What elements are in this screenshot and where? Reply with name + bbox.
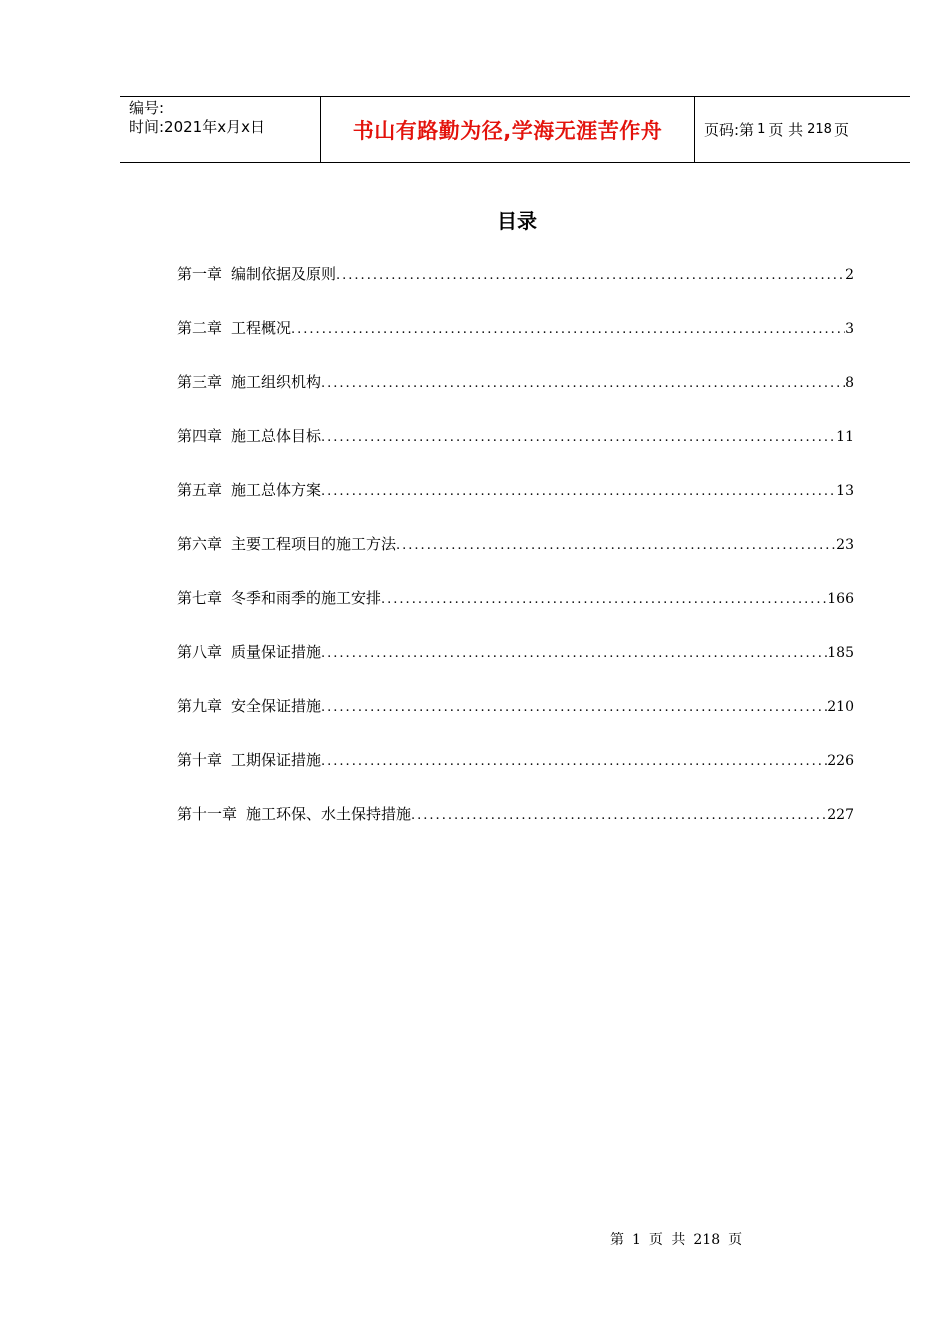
toc-chapter-number: 第八章 [177, 643, 223, 661]
footer-prefix: 第 [610, 1232, 624, 1248]
page-number: 1 [757, 122, 766, 137]
toc-page-number: 23 [836, 537, 854, 553]
toc-dot-leader [321, 376, 845, 391]
header-page-info [695, 97, 910, 162]
toc-entry-label [177, 749, 321, 770]
toc-entry-label [177, 533, 396, 554]
toc-chapter-number: 第五章 [177, 481, 223, 499]
toc-page-number: 210 [827, 699, 854, 715]
toc-page-number: 227 [827, 807, 854, 823]
toc-entry-label [177, 317, 291, 338]
toc-entry-label [177, 803, 411, 824]
toc-chapter-title: 质量保证措施 [231, 643, 322, 661]
toc-chapter-number: 第七章 [177, 589, 223, 607]
table-of-contents [177, 263, 854, 857]
toc-chapter-title: 安全保证措施 [231, 697, 322, 715]
footer-suffix: 页 [728, 1232, 743, 1248]
toc-chapter-title: 编制依据及原则 [231, 265, 337, 283]
toc-page-number: 8 [845, 375, 854, 391]
toc-entry[interactable] [177, 317, 854, 371]
toc-chapter-number: 第十一章 [177, 805, 238, 823]
toc-chapter-number: 第十章 [177, 751, 223, 769]
toc-dot-leader [321, 484, 836, 499]
toc-entry[interactable] [177, 479, 854, 533]
toc-page-number: 166 [827, 591, 854, 607]
toc-entry[interactable] [177, 533, 854, 587]
toc-entry[interactable] [177, 371, 854, 425]
toc-chapter-number: 第六章 [177, 535, 223, 553]
toc-entry-label [177, 587, 381, 608]
footer-page: 1 [632, 1232, 641, 1248]
toc-chapter-title: 施工总体方案 [231, 481, 322, 499]
toc-chapter-title: 施工总体目标 [231, 427, 322, 445]
toc-dot-leader [396, 538, 836, 553]
toc-entry[interactable] [177, 803, 854, 857]
toc-chapter-title: 施工组织机构 [231, 373, 322, 391]
header-meta [120, 97, 321, 162]
toc-entry-label [177, 695, 321, 716]
footer-total: 218 [693, 1232, 721, 1248]
toc-entry-label [177, 479, 321, 500]
toc-page-number: 2 [845, 267, 854, 283]
toc-page-number: 3 [845, 321, 854, 337]
toc-chapter-title: 冬季和雨季的施工安排 [231, 589, 382, 607]
page-footer [610, 1229, 750, 1249]
toc-dot-leader [336, 268, 845, 283]
toc-dot-leader [291, 322, 845, 337]
header-motto: 书山有路勤为径,学海无涯苦作舟 [321, 97, 695, 162]
toc-chapter-title: 工期保证措施 [231, 751, 322, 769]
toc-entry-label [177, 641, 321, 662]
time-label: 时间:2021年x月x日 [129, 118, 265, 136]
toc-entry[interactable] [177, 641, 854, 695]
toc-page-number: 11 [836, 429, 854, 445]
toc-entry-label [177, 263, 336, 284]
page-header [120, 96, 910, 163]
toc-entry[interactable] [177, 749, 854, 803]
toc-entry-label [177, 425, 321, 446]
page-total: 218 [807, 122, 832, 137]
toc-chapter-number: 第二章 [177, 319, 223, 337]
toc-dot-leader [321, 754, 827, 769]
toc-chapter-number: 第四章 [177, 427, 223, 445]
toc-dot-leader [321, 700, 827, 715]
toc-chapter-title: 工程概况 [231, 319, 292, 337]
toc-page-number: 185 [827, 645, 854, 661]
toc-entry[interactable] [177, 425, 854, 479]
number-label: 编号: [129, 99, 165, 117]
toc-dot-leader [321, 646, 827, 661]
toc-dot-leader [381, 592, 827, 607]
page-label: 页码:第 [704, 121, 755, 139]
toc-entry-label [177, 371, 321, 392]
toc-entry[interactable] [177, 695, 854, 749]
toc-page-number: 13 [836, 483, 854, 499]
toc-chapter-number: 第三章 [177, 373, 223, 391]
toc-dot-leader [321, 430, 836, 445]
toc-page-number: 226 [827, 753, 854, 769]
toc-chapter-number: 第九章 [177, 697, 223, 715]
toc-chapter-title: 主要工程项目的施工方法 [231, 535, 397, 553]
toc-entry[interactable] [177, 263, 854, 317]
toc-chapter-number: 第一章 [177, 265, 223, 283]
page-mid: 页 共 [768, 121, 804, 139]
toc-entry[interactable] [177, 587, 854, 641]
toc-title: 目录 [497, 209, 537, 233]
page-end: 页 [833, 121, 849, 139]
toc-chapter-title: 施工环保、水土保持措施 [246, 805, 412, 823]
toc-dot-leader [411, 808, 827, 823]
footer-mid: 页 共 [648, 1232, 686, 1248]
